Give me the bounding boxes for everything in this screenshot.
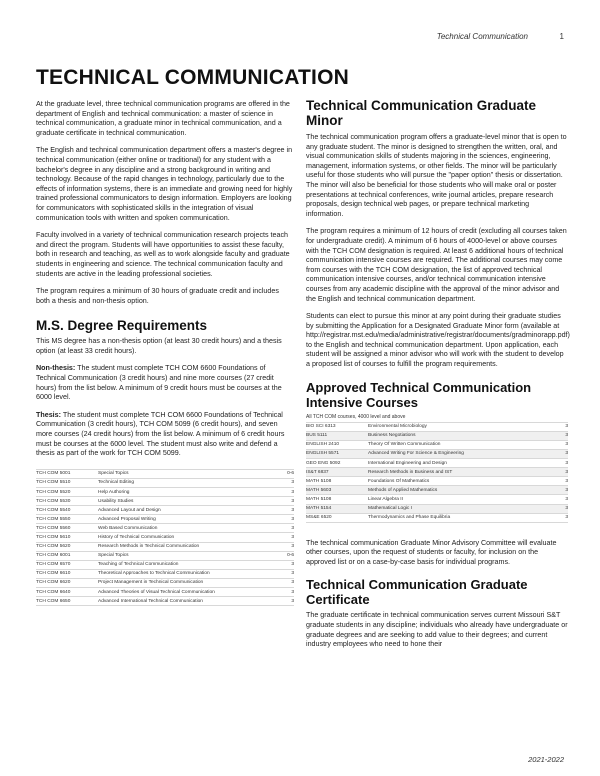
minor-heading: Technical Communication Graduate Minor	[306, 98, 537, 128]
page-number: 1	[559, 32, 564, 41]
nonthesis-label: Non-thesis:	[36, 364, 76, 373]
course-code: TCH COM 5560	[36, 524, 98, 533]
course-code: IS&T 6837	[306, 468, 368, 477]
course-title: Teaching of Technical Communication	[98, 560, 280, 569]
table-row	[306, 486, 568, 495]
committee-paragraph: The technical communication Graduate Minor Advisory Committee will evaluate other courses, upon the request of students or faculty, for inclusion on the approved list or on a case-by-case basis for individual programs.	[306, 538, 557, 566]
table-row	[36, 469, 294, 478]
course-title: Special Topics	[98, 469, 280, 478]
table-row	[36, 542, 294, 551]
table-row	[306, 431, 568, 440]
running-header	[0, 32, 600, 46]
table-row	[36, 488, 294, 497]
certificate-paragraph: The graduate certificate in technical communication serves current Missouri S&T graduate students in any discipline; individuals who already have undergraduate or graduate degrees and are seeking to add value to their degrees; and current industry employees who need to hone their	[306, 611, 568, 649]
course-hours: 3	[280, 588, 294, 597]
table-row	[36, 506, 294, 515]
course-title: Foundations Of Mathematics	[368, 477, 554, 486]
course-hours: 0-6	[280, 469, 294, 478]
course-title: Advanced Theories of Visual Technical Communication	[98, 588, 280, 597]
table-row	[36, 588, 294, 597]
course-code: MATH 5154	[306, 504, 368, 513]
course-title: Usability Studies	[98, 497, 280, 506]
course-hours: 3	[554, 449, 568, 458]
table-row	[36, 551, 294, 560]
footer-year: 2021-2022	[528, 755, 564, 764]
course-code: TCH COM 6570	[36, 560, 98, 569]
course-title: Advanced Proposal Writing	[98, 515, 280, 524]
table-row	[36, 560, 294, 569]
minor-paragraph-3: Students can elect to pursue this minor at any point during their graduate studies by submitting the Application for a Designated Graduate Minor form (available at http://registrar.mst.edu/media/administrative/registrar/documents/gradminorapp.pdf) to the English and technical communication department. Upon application, each student will be assigned a minor advisor who will work with the student to develop a proposed list of courses to fulfill the program requirements.	[306, 312, 570, 369]
course-title: Advanced International Technical Communication	[98, 597, 280, 606]
course-code: TCH COM 5510	[36, 478, 98, 487]
course-code: ENGLISH 2410	[306, 440, 368, 449]
course-title: Mathematical Logic I	[368, 504, 554, 513]
ms-requirements-heading: M.S. Degree Requirements	[36, 318, 208, 334]
course-title: Theory Of Written Communication	[368, 440, 554, 449]
course-title: Advanced Layout and Design	[98, 506, 280, 515]
table-row	[36, 597, 294, 606]
course-code: TCH COM 6640	[36, 588, 98, 597]
table-row	[36, 497, 294, 506]
course-title: Business Negotiations	[368, 431, 554, 440]
course-hours: 3	[280, 569, 294, 578]
course-code: MATH 5108	[306, 495, 368, 504]
approved-courses-caption: All TCH COM courses, 4000 level and above	[306, 413, 406, 420]
table-row	[36, 515, 294, 524]
course-title: Project Management in Technical Communication	[98, 578, 280, 587]
course-code: TCH COM 5540	[36, 506, 98, 515]
course-code: TCH COM 6650	[36, 597, 98, 606]
course-code: TCH COM 5001	[36, 469, 98, 478]
course-title: Environmental Microbiology	[368, 422, 554, 431]
course-title: Methods of Applied Mathematics	[368, 486, 554, 495]
course-title: Thermodynamics and Phase Equilibria	[368, 513, 554, 522]
intro-paragraph-1: At the graduate level, three technical communication programs are offered in the department of English and technical communication: a master of science in technical communication, a graduate minor in technical communication, and a graduate certificate in technical communication.	[36, 100, 290, 137]
nonthesis-paragraph	[36, 364, 294, 402]
ms-options-paragraph: This MS degree has a non-thesis option (at least 30 credit hours) and a thesis option (at least 33 credit hours).	[36, 337, 282, 355]
course-title: Theoretical Approaches to Technical Communication	[98, 569, 280, 578]
course-hours: 3	[280, 506, 294, 515]
course-hours: 3	[554, 440, 568, 449]
course-hours: 3	[554, 486, 568, 495]
course-code: TCH COM 5530	[36, 497, 98, 506]
course-code: TCH COM 6620	[36, 578, 98, 587]
course-code: TCH COM 5520	[36, 488, 98, 497]
course-code: MS&E 6520	[306, 513, 368, 522]
course-hours: 3	[280, 497, 294, 506]
course-code: TCH COM 5620	[36, 542, 98, 551]
course-hours: 3	[554, 477, 568, 486]
course-title: Special Topics	[98, 551, 280, 560]
course-code: TCH COM 6610	[36, 569, 98, 578]
course-title: Web Based Communication	[98, 524, 280, 533]
table-row	[36, 578, 294, 587]
course-title: History of Technical Communication	[98, 533, 280, 542]
right-column	[306, 98, 568, 658]
course-title: Linear Algebra II	[368, 495, 554, 504]
course-hours: 3	[280, 533, 294, 542]
thesis-paragraph	[36, 411, 294, 459]
course-code: TCH COM 5610	[36, 533, 98, 542]
course-hours: 3	[280, 578, 294, 587]
course-code: GEO ENG 5092	[306, 459, 368, 468]
course-title: Research Methods in Business and IST	[368, 468, 554, 477]
table-row	[306, 468, 568, 477]
course-code: TCH COM 5550	[36, 515, 98, 524]
table-row	[306, 504, 568, 513]
table-row	[306, 449, 568, 458]
intro-paragraph-4: The program requires a minimum of 30 hours of graduate credit and includes both a thesis and non-thesis option.	[36, 287, 279, 305]
course-hours: 3	[280, 560, 294, 569]
course-hours: 3	[554, 495, 568, 504]
certificate-heading: Technical Communication Graduate Certificate	[306, 577, 528, 608]
minor-paragraph-2: The program requires a minimum of 12 hours of credit (excluding all courses taken for undergraduate credit). A minimum of 6 hours of 4000-level or above courses with the TCH COM designation is required. At least 6 additional hours of technical communication intensive courses are required. The additional courses may come from courses with the TCH COM designation, the list of approved technical communication intensive courses, and/or technical communication intensive courses from any academic discipline with the approval of the minor advisor and the English and technical communication department.	[306, 227, 567, 303]
course-hours: 3	[554, 468, 568, 477]
course-hours: 3	[280, 524, 294, 533]
course-hours: 3	[280, 542, 294, 551]
minor-paragraph-1: The technical communication program offers a graduate-level minor that is open to any graduate student. The minor is designed to strengthen the written, oral, and visual communication skills of students majoring in the sciences, engineering, management, information systems, or other fields. The minor will be particularly useful for those students who will pursue the "paper option" thesis or dissertation. The minor will also be beneficial for those students who will make oral or poster presentations at technical conferences, write journal articles, prepare research proposals, design technical web pages, or prepare technical marketing information.	[306, 133, 567, 218]
course-hours: 0-6	[280, 551, 294, 560]
course-hours: 3	[280, 488, 294, 497]
running-title: Technical Communication	[436, 32, 528, 41]
approved-course-table	[306, 422, 568, 523]
course-code: ENGLISH 5571	[306, 449, 368, 458]
ms-course-table	[36, 469, 294, 606]
course-code: MATH 5108	[306, 477, 368, 486]
course-hours: 3	[554, 431, 568, 440]
table-row	[306, 422, 568, 431]
course-title: Research Methods in Technical Communication	[98, 542, 280, 551]
approved-courses-heading: Approved Technical Communication Intensive Courses	[306, 379, 532, 410]
nonthesis-text: The student must complete TCH COM 6600 Foundations of Technical Communication (3 credit hours) and nine more courses (27 credit hours) from the list below. A minimum of 9 credit hours must be courses at the 6000 level.	[36, 364, 282, 402]
course-code: TCH COM 6001	[36, 551, 98, 560]
course-title: Technical Editing	[98, 478, 280, 487]
course-hours: 3	[280, 597, 294, 606]
left-column	[36, 100, 294, 606]
intro-paragraph-3: Faculty involved in a variety of technical communication research projects teach and direct the program. Students will have opportunities to assist these faculty, both in research and teaching, as well as to work alongside faculty and graduate students in engineering and science. The technical communication faculty and students are active in the leading professional societies.	[36, 231, 290, 278]
thesis-label: Thesis:	[36, 410, 61, 419]
course-hours: 3	[280, 478, 294, 487]
course-code: BUS 5111	[306, 431, 368, 440]
course-hours: 3	[280, 515, 294, 524]
table-row	[36, 569, 294, 578]
course-title: Help Authoring	[98, 488, 280, 497]
table-row	[306, 477, 568, 486]
table-row	[36, 478, 294, 487]
course-code: MATH 5603	[306, 486, 368, 495]
course-hours: 3	[554, 504, 568, 513]
document-title: TECHNICAL COMMUNICATION	[36, 66, 349, 89]
course-title: International Engineering and Design	[368, 459, 554, 468]
course-title: Advanced Writing For Science & Engineering	[368, 449, 554, 458]
course-hours: 3	[554, 459, 568, 468]
table-row	[306, 495, 568, 504]
table-row	[306, 513, 568, 522]
course-hours: 3	[554, 422, 568, 431]
table-row	[36, 524, 294, 533]
table-row	[36, 533, 294, 542]
thesis-text: The student must complete TCH COM 6600 Foundations of Technical Communication (3 credit hours), TCH COM 5099 (6 credit hours), and seven more courses (24 credit hours) from the list below. A minimum of 6 credit hours must be courses at the 6000 level. The student must also write and defend a thesis as part of the work for TCH COM 5099.	[36, 410, 285, 458]
course-hours: 3	[554, 513, 568, 522]
table-row	[306, 459, 568, 468]
course-code: BIO SCI 6313	[306, 422, 368, 431]
table-row	[306, 440, 568, 449]
intro-paragraph-2: The English and technical communication department offers a master's degree in technical communication (either online or traditional) for any student with a bachelor's degree in any discipline and a strong background in writing and technology. Because of the rapid changes in technology, particularly due to the effects of information systems, there is an immediate and growing need for highly trained professional communicators to design information. Employers are looking for communicators with sophisticated skills in the integration of visual communication tools with written and spoken communication.	[36, 146, 293, 222]
